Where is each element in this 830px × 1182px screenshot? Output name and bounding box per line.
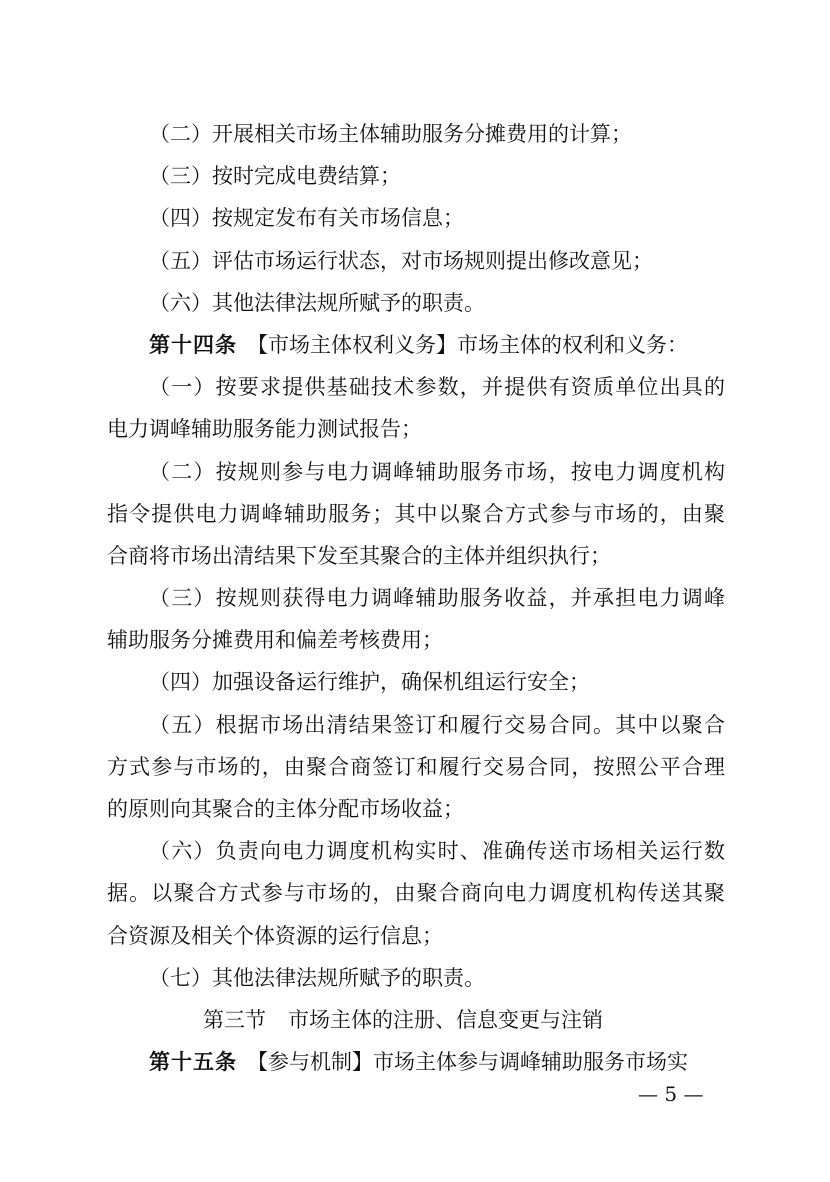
- section-3-heading: [107, 999, 725, 1041]
- article-14-heading: 第十四条: [149, 332, 237, 357]
- section-3-number: 第三节: [203, 1007, 266, 1032]
- section-3-title: 市场主体的注册、信息变更与注销: [288, 1007, 603, 1032]
- duty-item-5: （五）评估市场运行状态，对市场规则提出修改意见；: [149, 248, 653, 273]
- right-item-3-line-2: 辅助服务分摊费用和偏差考核费用；: [107, 628, 443, 653]
- right-item-2-line-2: 指令提供电力调峰辅助服务；其中以聚合方式参与市场的，由聚: [107, 501, 725, 526]
- page-number: — 5 —: [638, 1082, 704, 1106]
- right-item-6-line-1: （六）负责向电力调度机构实时、准确传送市场相关运行数: [149, 839, 725, 864]
- duty-item-2: （二）开展相关市场主体辅助服务分摊费用的计算；: [149, 122, 632, 146]
- right-item-3-line-1: （三）按规则获得电力调峰辅助服务收益，并承担电力调峰: [149, 586, 725, 611]
- right-item-7: （七）其他法律法规所赋予的职责。: [149, 965, 485, 990]
- right-item-5-line-3: 的原则向其聚合的主体分配市场收益；: [107, 797, 464, 821]
- right-item-6-line-2: 据。以聚合方式参与市场的，由聚合商向电力调度机构传送其聚: [107, 881, 725, 906]
- article-14-title: 【市场主体权利义务】市场主体的权利和义务：: [247, 332, 688, 357]
- duty-item-4: （四）按规定发布有关市场信息；: [149, 206, 464, 231]
- right-item-5-line-1: （五）根据市场出清结果签订和履行交易合同。其中以聚合: [149, 712, 725, 737]
- right-item-6-line-3: 合资源及相关个体资源的运行信息；: [107, 923, 443, 948]
- right-item-2-line-3: 合商将市场出清结果下发至其聚合的主体并组织执行；: [107, 543, 611, 568]
- right-item-2-line-1: （二）按规则参与电力调峰辅助服务市场，按电力调度机构: [149, 459, 725, 484]
- right-item-1-line-1: （一）按要求提供基础技术参数，并提供有资质单位出具的: [149, 375, 725, 400]
- document-body: [107, 113, 725, 1083]
- right-item-4: （四）加强设备运行维护，确保机组运行安全；: [149, 670, 590, 695]
- article-15-text: 【参与机制】市场主体参与调峰辅助服务市场实: [247, 1050, 688, 1075]
- article-15-heading: 第十五条: [149, 1050, 237, 1075]
- duty-item-3: （三）按时完成电费结算；: [149, 164, 401, 189]
- duty-item-6: （六）其他法律法规所赋予的职责。: [149, 290, 485, 315]
- right-item-1-line-2: 电力调峰辅助服务能力测试报告；: [107, 417, 422, 442]
- right-item-5-line-2: 方式参与市场的，由聚合商签订和履行交易合同，按照公平合理: [107, 754, 725, 779]
- article-14: [107, 324, 725, 366]
- article-15: [107, 1041, 725, 1083]
